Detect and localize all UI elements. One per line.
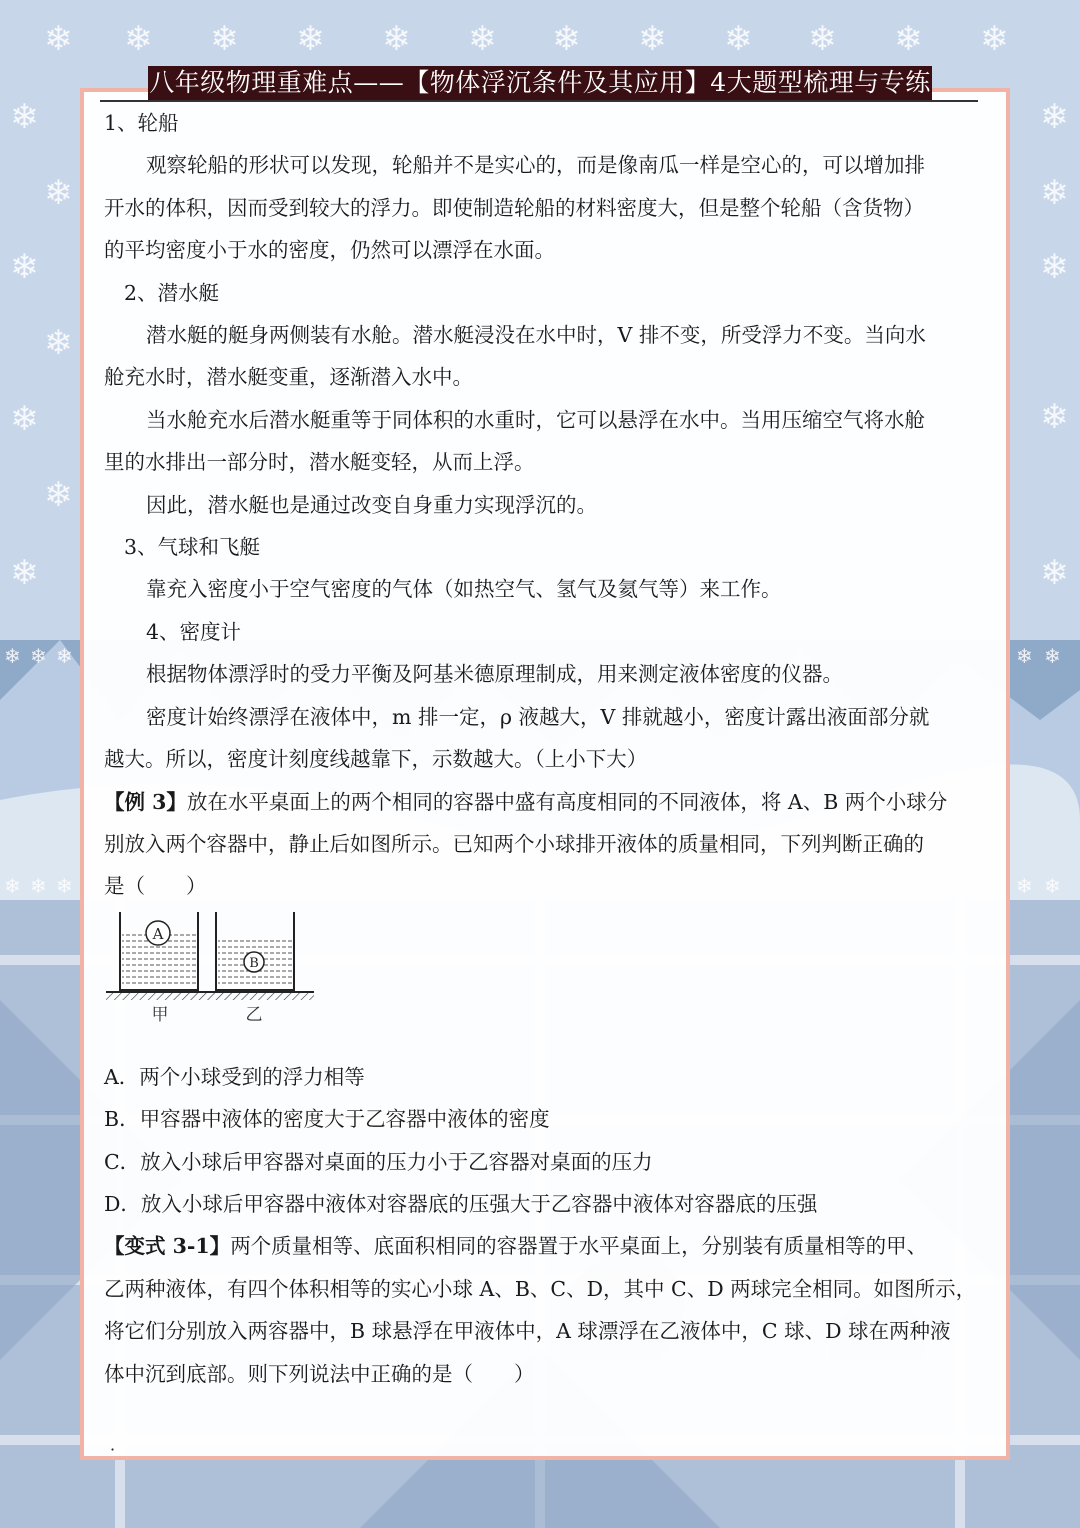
snowflake-icon: ❄: [382, 19, 411, 59]
snowflake-icon: ❄: [1040, 397, 1069, 437]
paragraph-line: 体中沉到底部。则下列说法中正确的是（ ）: [104, 1361, 535, 1386]
paragraph-line: 舱充水时，潜水艇变重，逐渐潜入水中。: [104, 365, 473, 390]
paragraph-line: 将它们分别放入两容器中，B 球悬浮在甲液体中，A 球漂浮在乙液体中，C 球、D 球在两种液: [104, 1319, 951, 1344]
snowflake-icon: ❄: [56, 874, 73, 898]
paragraph-line: 靠充入密度小于空气密度的气体（如热空气、氢气及氦气等）来工作。: [146, 577, 782, 602]
option-c: C．放入小球后甲容器对桌面的压力小于乙容器对桌面的压力: [104, 1149, 653, 1174]
option-a: A．两个小球受到的浮力相等: [104, 1064, 365, 1089]
snowflake-icon: ❄: [1040, 97, 1069, 137]
snowflake-icon: ❄: [894, 19, 923, 59]
snowflake-icon: ❄: [44, 323, 73, 363]
snowflake-icon: ❄: [10, 97, 39, 137]
snowflake-icon: ❄: [296, 19, 325, 59]
snowflake-icon: ❄: [4, 874, 21, 898]
snowflake-icon: ❄: [210, 19, 239, 59]
example-3-tag: 【例 3】: [104, 789, 187, 814]
paragraph-line: 的平均密度小于水的密度，仍然可以漂浮在水面。: [104, 238, 555, 263]
paragraph-line: 别放入两个容器中，静止后如图所示。已知两个小球排开液体的质量相同，下列判断正确的: [104, 831, 924, 856]
snowflake-icon: ❄: [30, 644, 47, 668]
snowflake-icon: ❄: [10, 247, 39, 287]
option-b: B．甲容器中液体的密度大于乙容器中液体的密度: [104, 1107, 550, 1132]
snowflake-icon: ❄: [638, 19, 667, 59]
snowflake-icon: ❄: [44, 173, 73, 213]
label-yi: 乙: [245, 1004, 263, 1025]
snowflake-icon: ❄: [980, 19, 1009, 59]
snowflake-icon: ❄: [44, 475, 73, 515]
example-3-text: 放在水平桌面上的两个相同的容器中盛有高度相同的不同液体，将 A、B 两个小球分: [186, 789, 948, 814]
snowflake-icon: ❄: [10, 399, 39, 439]
paragraph-line: 是（ ）: [104, 874, 207, 899]
snowflake-icon: ❄: [1016, 874, 1033, 898]
snowflake-icon: ❄: [1044, 644, 1061, 668]
snowflake-icon: ❄: [44, 19, 73, 59]
variant-3-1-text: 两个质量相等、底面积相同的容器置于水平桌面上，分别装有质量相等的甲、: [230, 1234, 928, 1259]
paragraph-line: 潜水艇的艇身两侧装有水舱。潜水艇浸没在水中时，V 排不变，所受浮力不变。当向水: [146, 323, 926, 348]
worksheet-content: [104, 102, 982, 1395]
snowflake-icon: ❄: [10, 553, 39, 593]
paragraph-line: 密度计始终漂浮在液体中，m 排一定，ρ 液越大，V 排就越小，密度计露出液面部分就: [146, 704, 930, 729]
section-3-heading: 3、气球和飞艇: [124, 535, 261, 560]
section-1-heading: 1、轮船: [104, 111, 179, 135]
snowflake-icon: ❄: [1040, 553, 1069, 593]
paragraph-line: 观察轮船的形状可以发现，轮船并不是实心的，而是像南瓜一样是空心的，可以增加排: [146, 153, 925, 178]
snowflake-icon: ❄: [1040, 247, 1069, 287]
snowflake-icon: ❄: [124, 19, 153, 59]
example-3-question: [104, 781, 982, 823]
snowflake-icon: ❄: [1016, 644, 1033, 668]
footer-dot: ·: [110, 1440, 116, 1459]
snowflake-icon: ❄: [1040, 173, 1069, 213]
snowflake-icon: ❄: [724, 19, 753, 59]
snowflake-icon: ❄: [552, 19, 581, 59]
container-figure: [104, 908, 982, 1056]
paragraph-line: 乙两种液体，有四个体积相等的实心小球 A、B、C、D，其中 C、D 两球完全相同。如图所示，: [104, 1276, 977, 1301]
paragraph-line: 根据物体漂浮时的受力平衡及阿基米德原理制成，用来测定液体密度的仪器。: [146, 662, 843, 687]
variant-3-1-tag: 【变式 3-1】: [104, 1234, 231, 1259]
section-2-heading: 2、潜水艇: [124, 280, 220, 305]
label-jia: 甲: [151, 1004, 169, 1025]
paragraph-line: 里的水排出一部分时，潜水艇变轻，从而上浮。: [104, 450, 535, 475]
table-hatching: [106, 993, 314, 1000]
watermark: [800, 1478, 1060, 1516]
paragraph-line: 当水舱充水后潜水艇重等于同体积的水重时，它可以悬浮在水中。当用压缩空气将水舱: [146, 407, 925, 432]
ball-b-label: B: [249, 955, 259, 971]
ball-a-label: A: [152, 924, 164, 943]
snowflake-icon: ❄: [30, 874, 47, 898]
snowflake-icon: ❄: [56, 644, 73, 668]
variant-3-1-question: [104, 1225, 982, 1267]
paragraph-line: 因此，潜水艇也是通过改变自身重力实现浮沉的。: [146, 492, 597, 517]
snowflake-icon: ❄: [1044, 874, 1061, 898]
page-title: 八年级物理重难点——【物体浮沉条件及其应用】4大题型梳理与专练: [148, 66, 932, 100]
containers-diagram: [104, 908, 344, 1054]
section-4-heading: 4、密度计: [146, 619, 242, 644]
snowflake-icon: ❄: [4, 644, 21, 668]
snowflake-icon: ❄: [468, 19, 497, 59]
paragraph-line: 越大。所以，密度计刻度线越靠下，示数越大。（上小下大）: [104, 747, 648, 772]
paragraph-line: 开水的体积，因而受到较大的浮力。即使制造轮船的材料密度大，但是整个轮船（含货物）: [104, 195, 924, 220]
snowflake-icon: ❄: [808, 19, 837, 59]
option-d: D．放入小球后甲容器中液体对容器底的压强大于乙容器中液体对容器底的压强: [104, 1191, 818, 1216]
